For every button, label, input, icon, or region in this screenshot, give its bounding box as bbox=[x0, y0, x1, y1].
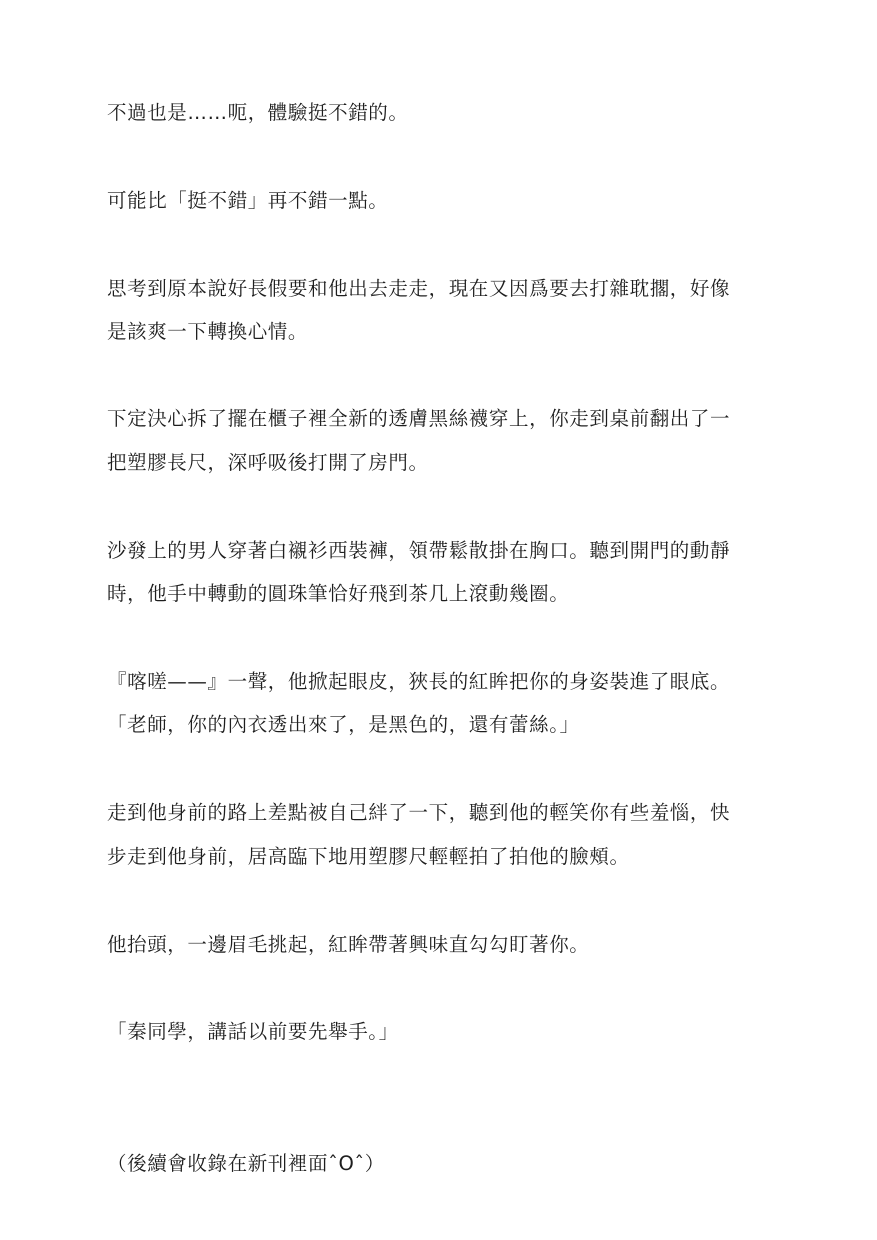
text-line: 他抬頭，一邊眉毛挑起，紅眸帶著興味直勾勾盯著你。 bbox=[107, 933, 590, 956]
text-line: 把塑膠長尺，深呼吸後打開了房門。 bbox=[107, 451, 429, 474]
text-line: 「老師，你的內衣透出來了，是黑色的，還有蕾絲。」 bbox=[107, 713, 580, 736]
text-line: 時，他手中轉動的圓珠筆恰好飛到茶几上滾動幾圈。 bbox=[107, 582, 570, 605]
text-line: 是該爽一下轉換心情。 bbox=[107, 320, 309, 343]
text-line: 沙發上的男人穿著白襯衫西裝褲，領帶鬆散掛在胸口。聽到開門的動靜 bbox=[107, 539, 731, 562]
text-line: 走到他身前的路上差點被自己絆了一下，聽到他的輕笑你有些羞惱，快 bbox=[107, 801, 731, 824]
text-line: 步走到他身前，居高臨下地用塑膠尺輕輕拍了拍他的臉頰。 bbox=[107, 845, 630, 868]
text-line: 思考到原本說好長假要和他出去走走，現在又因爲要去打雜耽擱，好像 bbox=[107, 277, 731, 300]
text-line: 『喀嗟——』一聲，他掀起眼皮，狹長的紅眸把你的身姿裝進了眼底。 bbox=[107, 670, 731, 693]
text-line: 不過也是……呃，體驗挺不錯的。 bbox=[107, 101, 409, 124]
closing-note: （後續會收錄在新刊裡面ˆOˆ） bbox=[107, 1152, 385, 1175]
text-line: 下定決心拆了擺在櫃子裡全新的透膚黑絲襪穿上，你走到桌前翻出了一 bbox=[107, 407, 731, 430]
text-line: 「秦同學，講話以前要先舉手。」 bbox=[107, 1020, 399, 1043]
text-line: 可能比「挺不錯」再不錯一點。 bbox=[107, 189, 389, 212]
